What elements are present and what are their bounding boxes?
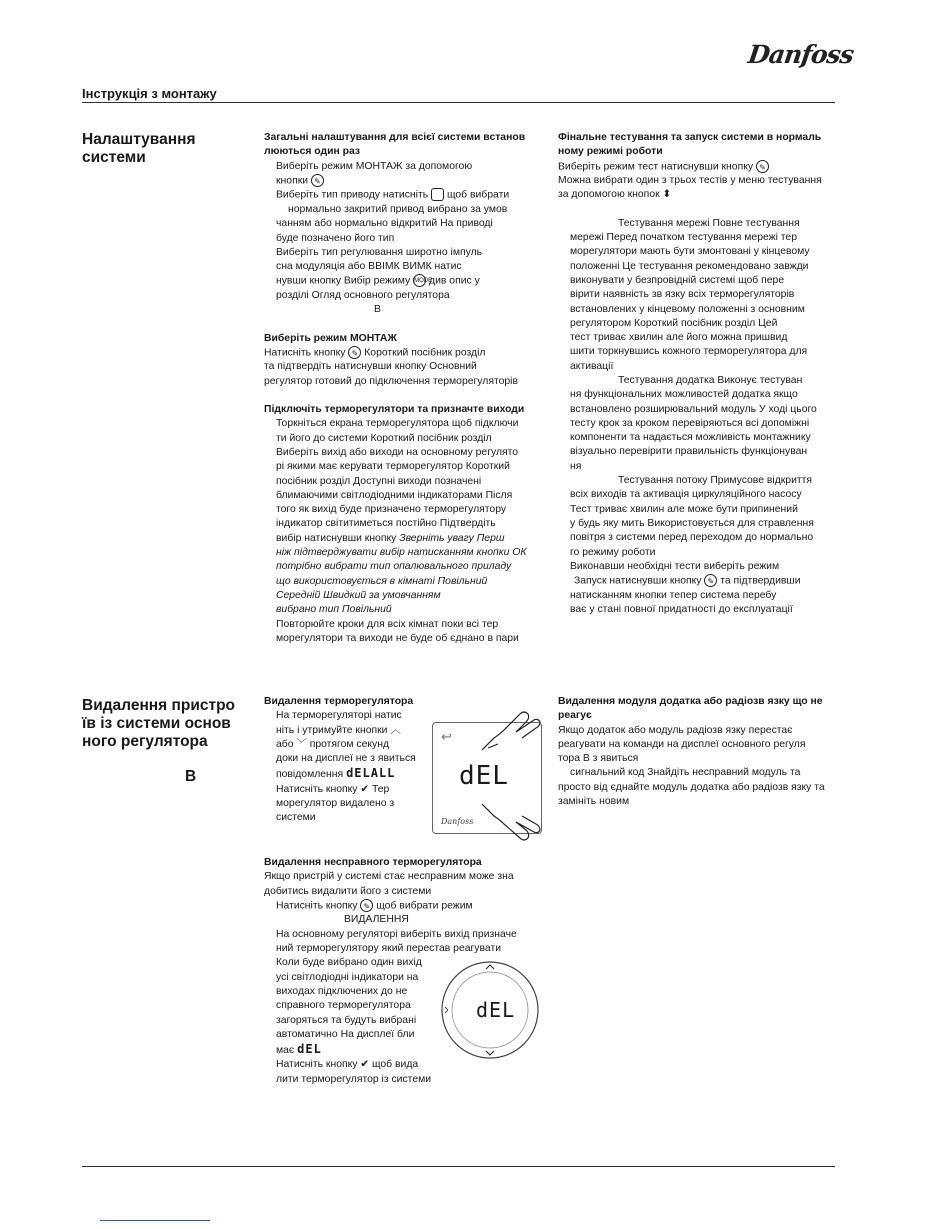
- ok-button-icon: ✎: [704, 574, 717, 587]
- ok-button-icon: ✎: [360, 899, 373, 912]
- footer-link-underline: [100, 1220, 210, 1221]
- hand-pointer-bottom-icon: [470, 800, 550, 850]
- up-down-arrows-icon: ⬍: [662, 189, 672, 201]
- checkmark-icon: ✔: [360, 783, 370, 795]
- checkmark-icon: ✔: [360, 1059, 370, 1071]
- hand-pointer-top-icon: [470, 700, 550, 760]
- remove-faulty-block: Видалення несправного терморегулятора Якщо пристрій у системі стає несправним може зна добитись видалити його з системи Натисніть кнопку ✎ щоб вибрати режим ВИДАЛЕННЯ На основному регуляторі виберіть вихід призначе ний терморегулятору який перестав реагувати Коли буде вибрано один вихід усі світлодіодні індикатори на виходах підключених до не справного терморегулятора загоряться та будуть вибрані автоматично На дисплеї бли має dEL Натисніть кнопку ✔ щоб вида лити терморегулятор із системи: [264, 856, 544, 1087]
- device-display-text: dEL: [459, 761, 509, 791]
- square-button-icon: [431, 188, 444, 201]
- back-arrow-icon: [445, 1007, 448, 1013]
- footer-rule: [82, 1166, 835, 1167]
- connect-thermostats-heading: Підключіть терморегулятори та призначте виходи: [264, 404, 525, 416]
- ok-button-icon: ✎: [311, 174, 324, 187]
- setup-column-1: Загальні налаштування для всієї системи встанов люються один раз Виберіть режим МОНТАЖ за допомогою кнопки ✎ Виберіть тип приводу натисніть щоб вибрати нормально закритий привод вибрано за умов чанням або нормально відкритий На приводі буде позначено його тип Виберіть тип регулювання широтно імпуль сна модуляція або ВВІМК ВИМК натис нувши кнопку Вибір режиму MODE див опис у розділі Огляд основного регулятора В Виберіть режим МОНТАЖ Натисніть кнопку ✎ Короткий посібник розділ та підтвердіть натиснувши кнопку Основний регулятор готовий до підключення терморегуляторів Підключіть терморегулятори та призначте виходи Торкніться екрана терморегулятора щоб підключи ти його до системи Короткий посібник розділ Виберіть вихід або виходи на основному регулято рі якими має керувати терморегулятор Короткий посібник розділ Доступні виходи позначені блимаючими світлодіодними індикаторами Після того як вихід буде призначено терморегулятору індикатор світитиметься постійно Підтвердіть вибір натиснувши кнопку Зверніть увагу Перш ніж підтверджувати вибір натисканням кнопки ОК потрібно вибрати тип опалювального приладу що використовується в кімнаті Повільний Середній Швидкий за умовчанням вибрано тип Повільний Повторюйте кроки для всіх кімнат поки всі тер морегулятори та виходи не буде об єднано в пари: [264, 131, 544, 646]
- remove-section-title: Видалення пристро їв із системи основ ного регулятора: [82, 697, 236, 750]
- remove-thermostat-heading: Видалення терморегулятора: [264, 696, 414, 707]
- del-all-display-text: dELALL: [346, 766, 396, 781]
- chevron-up-icon: [486, 965, 494, 969]
- chevron-up-icon: ︿: [390, 724, 401, 736]
- select-mode-heading: Виберіть режим МОНТАЖ: [264, 332, 397, 344]
- final-testing-heading: Фінальне тестування та запуск системи в нормаль ному режимі роботи: [558, 132, 822, 158]
- general-settings-heading: Загальні налаштування для всієї системи встанов люються один раз: [264, 132, 526, 158]
- chevron-down-icon: [486, 1051, 494, 1055]
- remove-module-block: Видалення модуля додатка або радіозв язку що не реагує Якщо додаток або модуль радіозв язку перестає реагувати на команди на дисплеї основного регуля тора В з явиться сигнальний код Знайдіть несправний модуль та просто від єднайте модуль додатка або радіозв язку та замініть новим: [558, 695, 838, 809]
- back-arrow-icon: ↩: [441, 729, 452, 744]
- ok-button-icon: ✎: [348, 346, 361, 359]
- remove-faulty-heading: Видалення несправного терморегулятора: [264, 857, 482, 868]
- remove-section-b: B: [185, 768, 197, 785]
- setup-section-title: Налаштування системи: [82, 131, 196, 166]
- ok-button-icon: ✎: [756, 160, 769, 173]
- header-rule: [82, 102, 835, 103]
- danfoss-logo: Danfoss: [746, 40, 856, 69]
- remove-module-heading: Видалення модуля додатка або радіозв язку що не реагує: [558, 696, 823, 722]
- remove-thermostat-block: Видалення терморегулятора На терморегуляторі натис ніть і утримуйте кнопки ︿ або ﹀ протягом секунд доки на дисплеї не з явиться повідомлення dELALL Натисніть кнопку ✔ Тер морегулятор видалено з системи: [264, 695, 434, 826]
- header-title: Інструкція з монтажу: [82, 86, 217, 101]
- setup-column-2: Фінальне тестування та запуск системи в нормаль ному режимі роботи Виберіть режим тест натиснувши кнопку ✎ Можна вибрати один з трьох тестів у меню тестування за допомогою кнопок ⬍ Тестування мережі Повне тестування мережі Перед початком тестування мережі тер морегулятори мають бути змонтовані у кінцевому положенні Це тестування рекомендовано завжди виконувати у безпровідній системі щоб пере вірити наявність зв язку всіх терморегуляторів встановлених у кінцевому положенні з основним регулятором Короткий посібник розділ Цей тест триває хвилин але його можна пришвид шити торкнувшись кожного терморегулятора для активації Тестування додатка Виконує тестуван ня функціональних можливостей додатка якщо встановлено розширювальний модуль У ході цього тесту крок за кроком перевіряються всі допоміжні компоненти та надається можливість монтажнику візуально перевірити правильність функціонуван ня Тестування потоку Примусове відкриття всіх виходів та активація циркуляційного насосу Тест триває хвилин але може бути припинений у будь яку мить Використовується для стравлення повітря з системи перед переходом до нормально го режиму роботи Виконавши необхідні тести виберіть режим Запуск натиснувши кнопку ✎ та підтвердивши натисканням кнопки тепер система перебу ває у стані повної придатності до експлуатації: [558, 131, 838, 617]
- mode-button-icon: MODE: [413, 274, 426, 287]
- controller-display-text: dEL: [476, 998, 516, 1022]
- chevron-down-icon: ﹀: [296, 738, 307, 750]
- del-display-text: dEL: [297, 1042, 322, 1057]
- device-brand-text: Danfoss: [441, 817, 474, 826]
